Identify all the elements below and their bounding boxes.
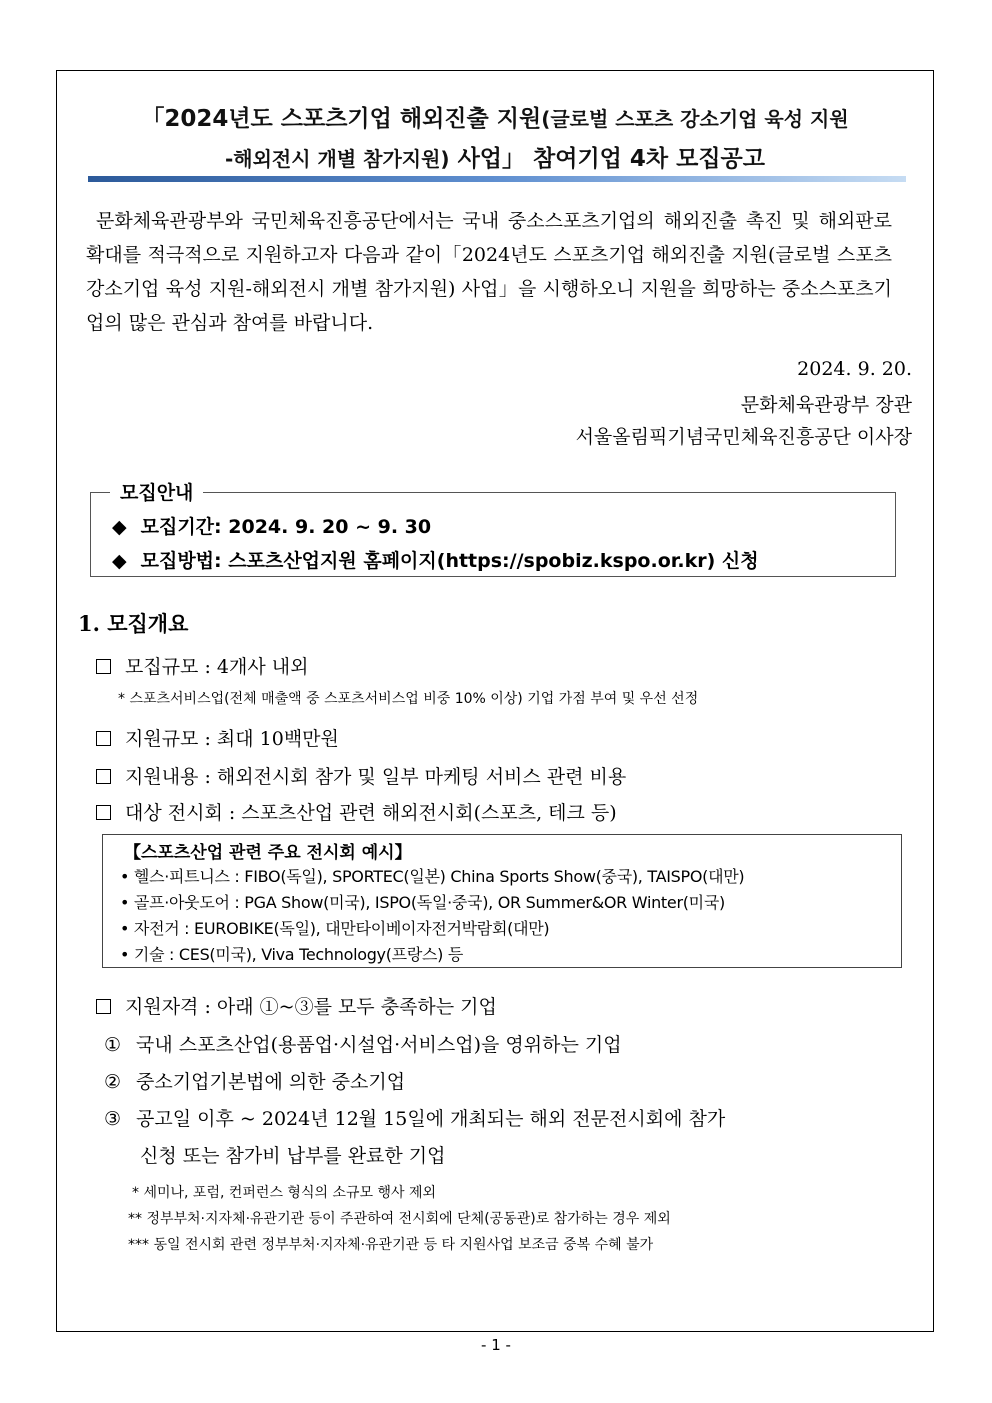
title-small-1: (글로벌 스포츠 강소기업 육성 지원 <box>541 107 849 131</box>
criteria-1-number: ① <box>104 1034 122 1056</box>
section-1-title: 1. 모집개요 <box>78 611 189 636</box>
criteria-3 <box>104 1104 725 1131</box>
title-main-1: 「2024년도 스포츠기업 해외진출 지원 <box>141 106 542 132</box>
recruitment-scale-item <box>96 652 308 679</box>
title-line-2 <box>56 140 934 173</box>
exhibition-item-fitness: • 헬스·피트니스 : FIBO(독일), SPORTEC(일본) China Sports Show(중국), TAISPO(대만) <box>120 867 745 886</box>
title-underline-bar <box>88 176 906 182</box>
target-exhibition-item <box>96 798 617 825</box>
target-exhibition-text: 대상 전시회 : 스포츠산업 관련 해외전시회(스포츠, 테크 등) <box>125 802 617 824</box>
signatory-ministry: 문화체육관광부 장관 <box>740 394 912 416</box>
intro-text: 문화체육관광부와 국민체육진흥공단에서는 국내 중소스포츠기업의 해외진출 촉진 및 해외판로 확대를 적극적으로 지원하고자 다음과 같이「2024년도 스포츠기업 해외진출 지원(글로벌 스포츠 강소기업 육성 지원-해외전시 개별 참가지원) 사업」을 시행하오니 지원을 희망하는 중소스포츠기업의 많은 관심과 참여를 바랍니다. <box>86 210 892 334</box>
exhibition-item-golf-outdoor: • 골프·아웃도어 : PGA Show(미국), ISPO(독일·중국), OR Summer&OR Winter(미국) <box>120 893 725 912</box>
support-scale-item <box>96 724 339 751</box>
eligibility-note-3: *** 동일 전시회 관련 정부부처·지자체·유관기관 등 타 지원사업 보조금 중복 수혜 불가 <box>128 1237 654 1253</box>
intro-paragraph <box>86 204 892 340</box>
criteria-3-number: ③ <box>104 1108 122 1130</box>
support-content-text: 지원내용 : 해외전시회 참가 및 일부 마케팅 서비스 관련 비용 <box>125 766 627 788</box>
recruitment-info-legend: 모집안내 <box>110 478 203 505</box>
criteria-1 <box>104 1030 622 1057</box>
announcement-date: 2024. 9. 20. <box>797 358 912 380</box>
criteria-3-text: 공고일 이후 ~ 2024년 12월 15일에 개최되는 해외 전문전시회에 참가 <box>136 1108 726 1130</box>
exhibition-item-bicycle: • 자전거 : EUROBIKE(독일), 대만타이베이자전거박람회(대만) <box>120 919 550 938</box>
exhibition-item-technology: • 기술 : CES(미국), Viva Technology(프랑스) 등 <box>120 945 464 964</box>
checkbox-icon <box>96 999 111 1014</box>
title-small-2: -해외전시 개별 참가지원) <box>224 147 450 171</box>
exhibition-examples-heading: 【스포츠산업 관련 주요 전시회 예시】 <box>124 843 412 863</box>
recruitment-period <box>112 512 431 539</box>
checkbox-icon <box>96 659 111 674</box>
support-scale-text: 지원규모 : 최대 10백만원 <box>125 728 339 750</box>
checkbox-icon <box>96 769 111 784</box>
criteria-2 <box>104 1067 405 1094</box>
diamond-bullet-icon: ◆ <box>112 516 127 538</box>
title-main-2: 사업」 참여기업 4차 모집공고 <box>449 146 765 172</box>
criteria-2-text: 중소기업기본법에 의한 중소기업 <box>136 1071 406 1093</box>
title-line-1 <box>56 100 934 133</box>
criteria-2-number: ② <box>104 1071 122 1093</box>
criteria-3-continuation: 신청 또는 참가비 납부를 완료한 기업 <box>140 1145 446 1167</box>
checkbox-icon <box>96 805 111 820</box>
support-content-item <box>96 762 626 789</box>
recruitment-method-text: 모집방법: 스포츠산업지원 홈페이지(https://spobiz.kspo.or.kr) 신청 <box>140 550 759 572</box>
page-number: - 1 - <box>481 1336 511 1354</box>
diamond-bullet-icon: ◆ <box>112 550 127 572</box>
eligibility-note-1: * 세미나, 포럼, 컨퍼런스 형식의 소규모 행사 제외 <box>132 1185 437 1201</box>
eligibility-item <box>96 992 497 1019</box>
eligibility-note-2: ** 정부부처·지자체·유관기관 등이 주관하여 전시회에 단체(공동관)로 참가하는 경우 제외 <box>128 1211 671 1227</box>
checkbox-icon <box>96 731 111 746</box>
signatory-foundation: 서울올림픽기념국민체육진흥공단 이사장 <box>575 426 912 448</box>
recruitment-period-text: 모집기간: 2024. 9. 20 ~ 9. 30 <box>140 516 432 538</box>
recruitment-scale-text: 모집규모 : 4개사 내외 <box>125 656 309 678</box>
criteria-1-text: 국내 스포츠산업(용품업·시설업·서비스업)을 영위하는 기업 <box>136 1034 622 1056</box>
scale-note: * 스포츠서비스업(전체 매출액 중 스포츠서비스업 비중 10% 이상) 기업 가점 부여 및 우선 선정 <box>118 691 699 707</box>
eligibility-text: 지원자격 : 아래 ①~③를 모두 충족하는 기업 <box>125 996 497 1018</box>
recruitment-method <box>112 546 759 573</box>
